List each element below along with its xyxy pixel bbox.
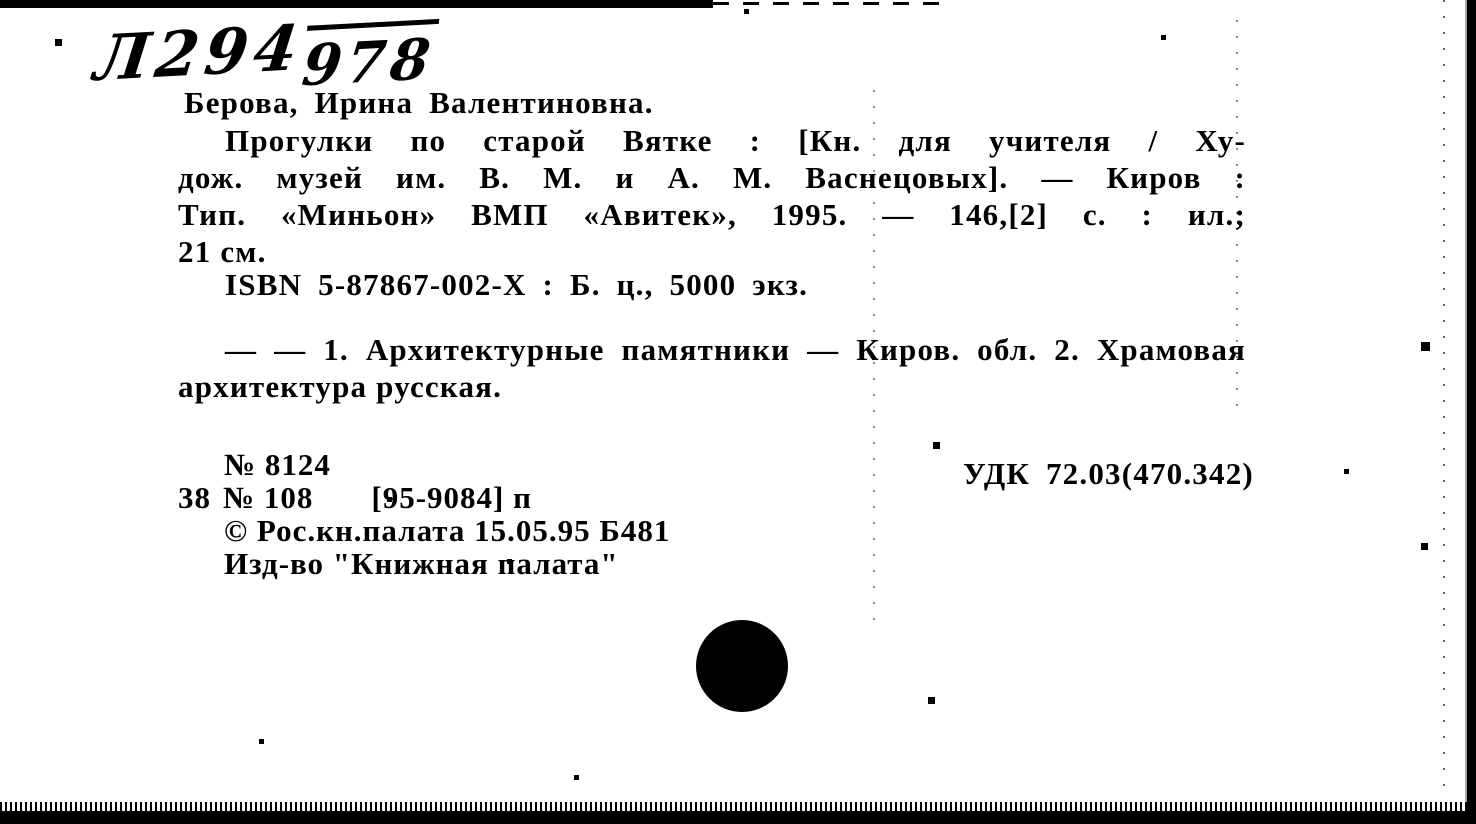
- title-line: дож. музей им. В. М. и А. М. Васнецовых]. — Киров :: [178, 160, 1246, 195]
- record-prefix: 38: [178, 480, 211, 515]
- copyright-line: © Рос.кн.палата 15.05.95 Б481: [224, 513, 671, 548]
- call-number-top: Л294: [90, 10, 308, 96]
- subject-paragraph: [178, 331, 1246, 405]
- udc-number: УДК 72.03(470.342): [963, 456, 1254, 491]
- record-number: № 108: [223, 480, 314, 515]
- record-number-line: № 8124: [224, 447, 331, 482]
- punch-hole: [696, 620, 788, 712]
- scan-speckles: [0, 0, 3, 3]
- title-line: Тип. «Миньон» ВМП «Авитек», 1995. — 146,[2] с. : ил.;: [178, 197, 1246, 232]
- call-number-bottom: 978: [299, 19, 440, 99]
- subject-line: архитектура русская.: [178, 369, 503, 404]
- record-number-line: [178, 481, 670, 514]
- bottom-edge-scan-bar: [0, 802, 1476, 824]
- scanner-dotted-line: [1443, 0, 1445, 790]
- record-numbers-block: [178, 448, 670, 580]
- right-edge-scan-bar: [1467, 0, 1476, 824]
- isbn-line: ISBN 5-87867-002-X : Б. ц., 5000 экз.: [225, 267, 809, 302]
- publisher-line: Изд-во "Книжная палата": [224, 546, 619, 581]
- title-line: 21 см.: [178, 234, 267, 269]
- record-bracket-code: [95-9084] п: [371, 480, 532, 515]
- subject-line: — — 1. Архитектурные памятники — Киров. обл. 2. Храмовая: [225, 332, 1246, 367]
- top-edge-dashes: [713, 2, 943, 5]
- title-paragraph: [178, 122, 1246, 270]
- title-line: Прогулки по старой Вятке : [Кн. для учителя / Ху-: [225, 123, 1246, 158]
- author-line: Берова, Ирина Валентиновна.: [184, 85, 654, 120]
- handwritten-call-number: [90, 3, 442, 100]
